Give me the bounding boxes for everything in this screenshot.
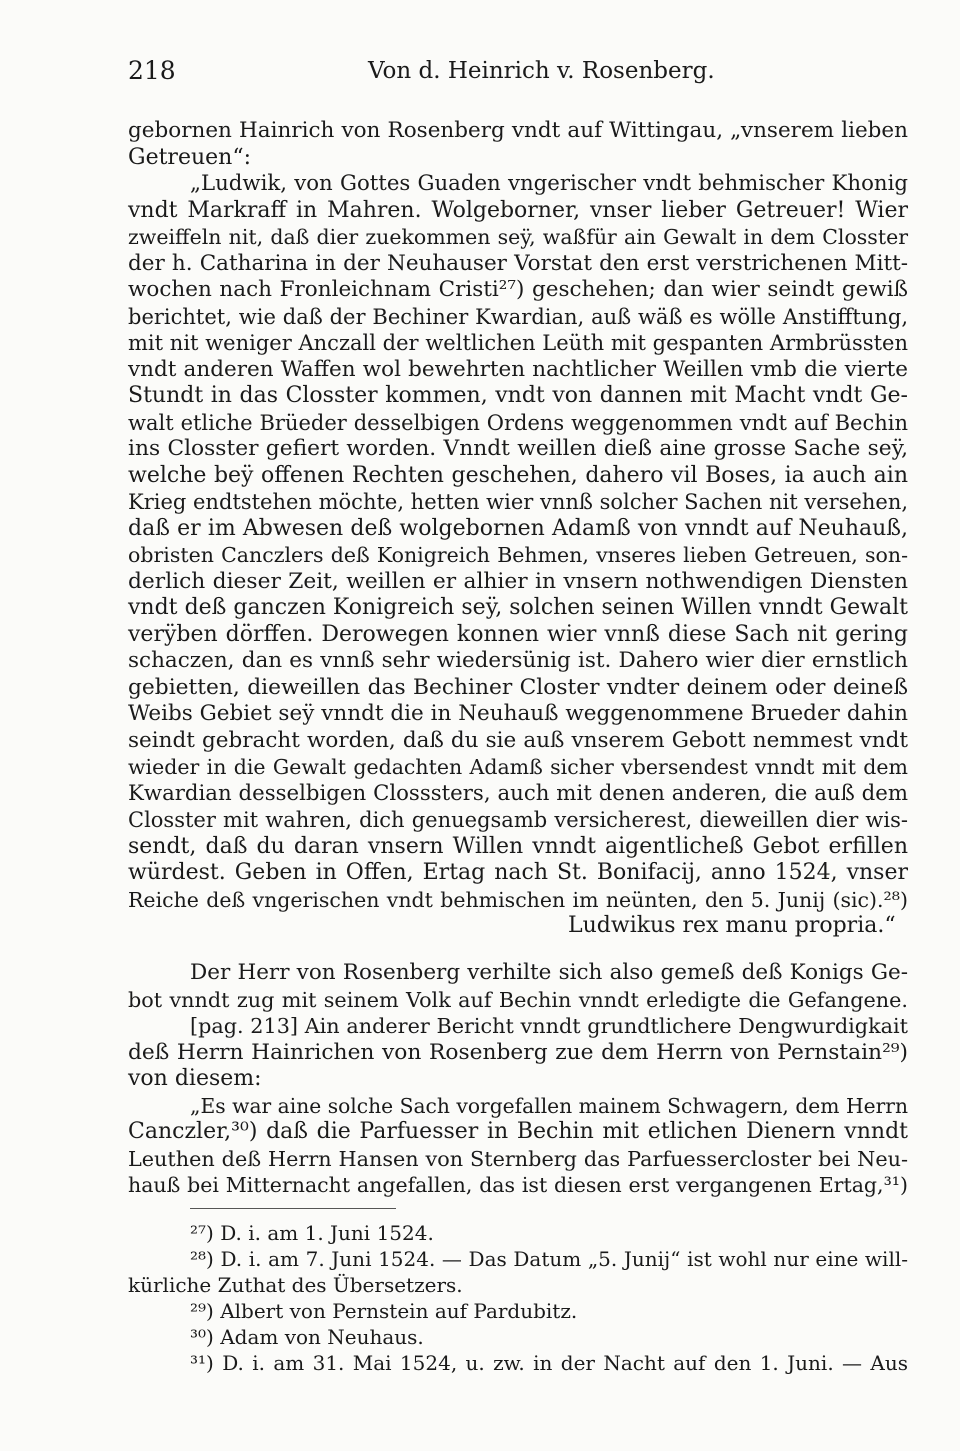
body-line: Getreuen“: (128, 144, 251, 170)
body-line: welche beÿ offenen Rechten geschehen, dahero vil Boses, ia auch ain (128, 462, 908, 488)
body-line: mit nit weniger Anczall der weltlichen Leüth mit gespanten Armbrüssten (128, 331, 908, 355)
body-line: bot vnndt zug mit seinem Volk auf Bechin vnndt erledigte die Gefangene. (128, 987, 908, 1012)
body-line: schaczen, dan es vnnß sehr wiedersünig ist. Dahero wier dier ernstlich (128, 648, 908, 673)
body-line: zweiffeln nit, daß dier zuekommen seÿ, waßfür ain Gewalt in dem Closster (128, 225, 908, 249)
body-line: Weibs Gebiet seÿ vnndt die in Neuhauß weggenommene Brueder dahin (128, 701, 908, 726)
body-line: [pag. 213] Ain anderer Bericht vnndt grundtlichere Dengwurdigkait (190, 1014, 908, 1038)
footnote: kürliche Zuthat des Übersetzers. (128, 1273, 463, 1297)
body-line: verÿben dörffen. Derowegen konnen wier vnnß diese Sach nit gering (128, 621, 908, 647)
body-line: der h. Catharina in der Neuhauser Vorstat den erst verstrichenen Mitt- (128, 250, 908, 276)
body-line: Leuthen deß Herrn Hansen von Sternberg das Parfuessercloster bei Neu- (128, 1146, 908, 1171)
body-line: sendt, daß du daran vnsern Willen vnndt aigentlicheß Gebot erfillen (128, 833, 908, 859)
body-line: wochen nach Fronleichnam Cristi²⁷) geschehen; dan wier seindt gewiß (128, 277, 908, 302)
body-line: berichtet, wie daß der Bechiner Kwardian, auß wäß es wölle Anstifftung, (128, 304, 908, 329)
body-line: Canczler,³⁰) daß die Parfuesser in Bechin mit etlichen Dienern vnndt (128, 1119, 908, 1144)
body-line: gebietten, dieweillen das Bechiner Closter vndter deinem oder deineß (128, 674, 908, 700)
footnote: ²⁹) Albert von Pernstein auf Pardubitz. (190, 1299, 578, 1323)
body-line: vndt anderen Waffen wol bewehrten nachtlicher Weillen vmb die vierte (128, 356, 908, 382)
body-line: gebornen Hainrich von Rosenberg vndt auf Wittingau, „vnserem lieben (128, 118, 908, 143)
body-line: hauß bei Mitternacht angefallen, das ist diesen erst vergangenen Ertag,³¹) (128, 1173, 908, 1197)
body-line: „Es war aine solche Sach vorgefallen mainem Schwagern, dem Herrn (190, 1093, 908, 1118)
body-line: walt etliche Brüeder desselbigen Ordens weggenommen vndt auf Bechin (128, 410, 908, 435)
footnote: ²⁸) D. i. am 7. Juni 1524. — Das Datum „5. Junij“ ist wohl nur eine will- (190, 1247, 908, 1271)
body-line: Der Herr von Rosenberg verhilte sich also gemeß deß Konigs Ge- (190, 960, 908, 985)
page-number: 218 (128, 56, 176, 85)
footnote-rule (190, 1208, 396, 1209)
running-head: Von d. Heinrich v. Rosenberg. (368, 58, 715, 84)
body-line: obristen Canczlers deß Konigreich Behmen, vnseres lieben Getreuen, son- (128, 543, 908, 567)
body-line: Reiche deß vngerischen vndt behmischen im neünten, den 5. Junij (sic).²⁸) (128, 887, 908, 912)
body-line: Kwardian desselbigen Closssters, auch mit denen anderen, die auß dem (128, 780, 908, 806)
footnote: ³⁰) Adam von Neuhaus. (190, 1325, 424, 1349)
body-line: vndt deß ganczen Konigreich seÿ, solchen seinen Willen vnndt Gewalt (128, 595, 908, 620)
footnote: ³¹) D. i. am 31. Mai 1524, u. zw. in der Nacht auf den 1. Juni. — Aus (190, 1351, 908, 1375)
body-line: vndt Markraff in Mahren. Wolgeborner, vnser lieber Getreuer! Wier (128, 197, 908, 223)
body-line: Stundt in das Closster kommen, vndt von dannen mit Macht vndt Ge- (128, 383, 908, 408)
body-line: Closster mit wahren, dich genuegsamb versicherest, dieweillen dier wis- (128, 808, 908, 832)
body-line: wieder in die Gewalt gedachten Adamß sicher vbersendest vnndt mit dem (128, 755, 908, 779)
body-line: daß er im Abwesen deß wolgebornen Adamß von vnndt auf Neuhauß, (128, 515, 908, 541)
body-line: würdest. Geben in Offen, Ertag nach St. Bonifacij, anno 1524, vnser (128, 860, 908, 885)
footnote: ²⁷) D. i. am 1. Juni 1524. (190, 1221, 434, 1245)
body-line: derlich dieser Zeit, weillen er alhier in vnsern nothwendigen Diensten (128, 568, 908, 594)
signature-line: Ludwikus rex manu propria.“ (568, 913, 896, 938)
body-line: Krieg endtstehen möchte, hetten wier vnnß solcher Sachen nit versehen, (128, 490, 909, 514)
body-line: von diesem: (128, 1066, 262, 1091)
body-line: „Ludwik, von Gottes Guaden vngerischer vndt behmischer Khonig (190, 171, 908, 196)
body-line: ins Closster gefiert worden. Vnndt weillen dieß aine grosse Sache seÿ, (128, 436, 908, 461)
body-line: seindt gebracht worden, daß du sie auß vnserem Gebott nemmest vndt (128, 727, 908, 753)
body-line: deß Herrn Hainrichen von Rosenberg zue dem Herrn von Pernstain²⁹) (128, 1039, 908, 1065)
